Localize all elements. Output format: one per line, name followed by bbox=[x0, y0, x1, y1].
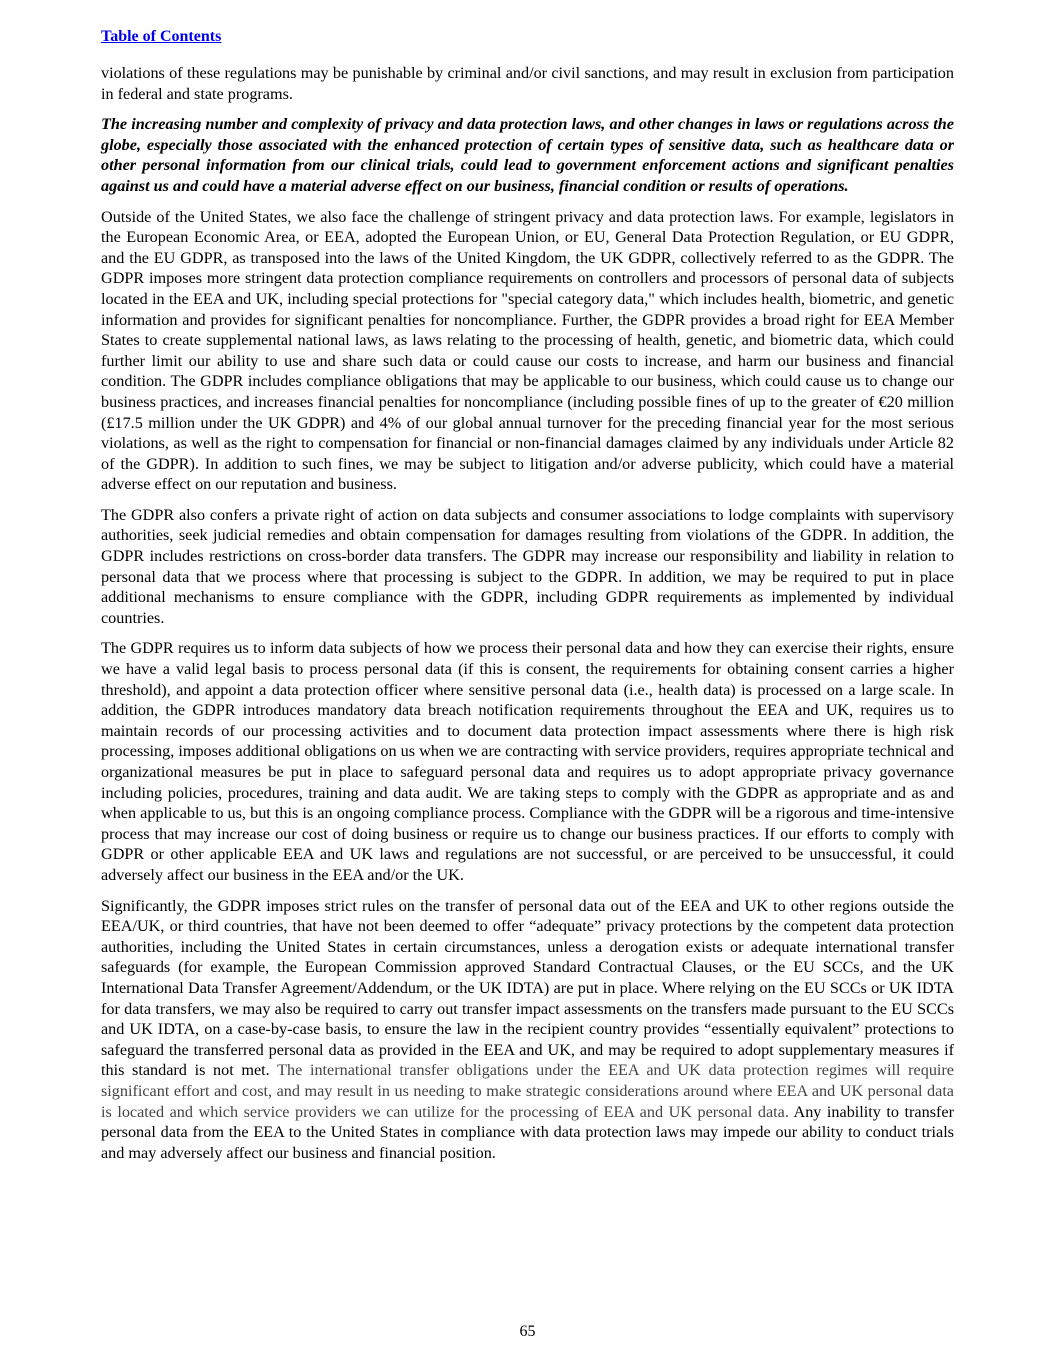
risk-factor-heading: The increasing number and complexity of privacy and data protection laws, and other changes in laws or regulations across the globe, especially those associated with the enhanced protection of certain types of sensitive data, such as healthcare data or other personal information from our clinical trials, could lead to government enforcement actions and significant penalties against us and could have a material adverse effect on our business, financial condition or results of operations. bbox=[101, 115, 954, 195]
transfers-text-part-3: Any inability to transfer personal data from the EEA to the United States in compliance with data protection laws may impede our ability to conduct trials and may adversely affect our business and financial position. bbox=[101, 1102, 954, 1162]
page-number: 65 bbox=[519, 1323, 536, 1340]
transfers-text-part-2: The international transfer obligations under the EEA and UK data protection regimes will require significant effort and cost, and may result in us needing to make strategic considerations around where EEA and UK personal data is located and which service providers we can utilize for the processing of EEA and UK personal data. bbox=[101, 1061, 954, 1121]
paragraph-gdpr-private-right: The GDPR also confers a private right of action on data subjects and consumer associations to lodge complaints with supervisory authorities, seek judicial remedies and obtain compensation for damages resulting from violations of the GDPR. In addition, the GDPR includes restrictions on cross-border data transfers. The GDPR may increase our responsibility and liability in relation to personal data that we process where that processing is subject to the GDPR. In addition, we may be required to put in place additional mechanisms to ensure compliance with the GDPR, including GDPR requirements as implemented by individual countries. bbox=[101, 505, 954, 627]
document-page bbox=[101, 27, 954, 1173]
transfers-text-part-1: Significantly, the GDPR imposes strict rules on the transfer of personal data out of the EEA and UK to other regions outside the EEA/UK, or third countries, that have not been deemed to offer “adequate” privacy protections by the competent data protection authorities, including the United States in certain circumstances, unless a derogation exists or adequate international transfer safeguards (for example, the European Commission approved Standard Contractual Clauses, or the EU SCCs, and the UK International Data Transfer Agreement/Addendum, or the UK IDTA) are put in place. Where relying on the EU SCCs or UK IDTA for data transfers, we may also be required to carry out transfer impact assessments on the transfers made pursuant to the EU SCCs and UK IDTA, on a case-by-case basis, to ensure the law in the recipient country provides “essentially equivalent” protections to safeguard the transferred personal data as provided in the EEA and UK, and may be required to adopt supplementary measures if this standard is not met. bbox=[101, 896, 954, 1080]
table-of-contents-link[interactable]: Table of Contents bbox=[101, 28, 222, 45]
paragraph-gdpr-requirements: The GDPR requires us to inform data subjects of how we process their personal data and how they can exercise their rights, ensure we have a valid legal basis to process personal data (if this is consent, the requirements for obtaining consent carries a higher threshold), and appoint a data protection officer where sensitive personal data (i.e., health data) is processed on a large scale. In addition, the GDPR introduces mandatory data breach notification requirements throughout the EEA and UK, requires us to maintain records of our processing activities and to document data protection impact assessments where there is high risk processing, imposes additional obligations on us when we are contracting with service providers, requires appropriate technical and organizational measures be put in place to safeguard personal data and requires us to adopt appropriate privacy governance including policies, procedures, training and data audit. We are taking steps to comply with the GDPR as appropriate and as and when applicable to us, but this is an ongoing compliance process. Compliance with the GDPR will be a rigorous and time-intensive process that may increase our cost of doing business or require us to change our business practices. If our efforts to comply with GDPR or other applicable EEA and UK laws and regulations are not successful, or are perceived to be unsuccessful, it could adversely affect our business in the EEA and/or the UK. bbox=[101, 639, 954, 884]
paragraph-regulation-violations: violations of these regulations may be punishable by criminal and/or civil sanctions, and may result in exclusion from participation in federal and state programs. bbox=[101, 64, 954, 103]
paragraph-gdpr-overview: Outside of the United States, we also face the challenge of stringent privacy and data protection laws. For example, legislators in the European Economic Area, or EEA, adopted the European Union, or EU, General Data Protection Regulation, or EU GDPR, and the EU GDPR, as transposed into the laws of the United Kingdom, the UK GDPR, collectively referred to as the GDPR. The GDPR imposes more stringent data protection compliance requirements on controllers and processors of personal data of subjects located in the EEA and UK, including special protections for "special category data," which includes health, biometric, and genetic information and provides for significant penalties for noncompliance. Further, the GDPR provides a broad right for EEA Member States to create supplemental national laws, as laws relating to the processing of health, genetic, and biometric data, which could further limit our ability to use and share such data or could cause our costs to increase, and harm our business and financial condition. The GDPR includes compliance obligations that may be applicable to our business, which could cause us to change our business practices, and increases financial penalties for noncompliance (including possible fines of up to the greater of €20 million (£17.5 million under the UK GDPR) and 4% of our global annual turnover for the preceding financial year for the most serious violations, as well as the right to compensation for financial or non-financial damages claimed by any individuals under Article 82 of the GDPR). In addition to such fines, we may be subject to litigation and/or adverse publicity, which could have a material adverse effect on our reputation and business. bbox=[101, 207, 954, 494]
paragraph-gdpr-transfers bbox=[101, 896, 954, 1164]
